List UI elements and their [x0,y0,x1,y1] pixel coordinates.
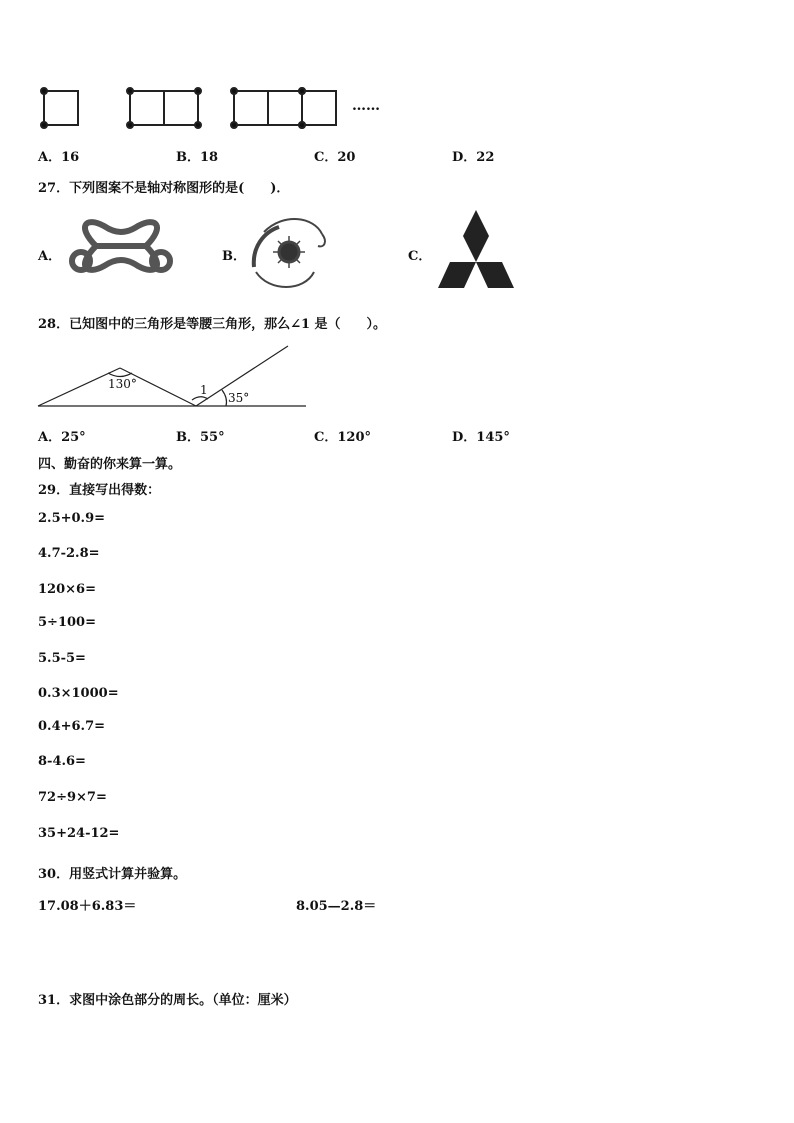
q26-option-a[interactable]: A．16 [38,150,80,165]
q27-option-b[interactable]: B． [222,249,246,264]
calc-item: 2.5+0.9= [38,511,106,526]
match-head [231,122,237,128]
calc-item: 8-4.6= [38,754,86,769]
q28-option-d[interactable]: D．145° [452,430,510,445]
q31-stem: 31．求图中涂色部分的周长。（单位：厘米） [38,993,297,1008]
q28-option-c[interactable]: C．120° [314,430,371,445]
match-head [41,88,47,94]
calc-item: 0.3×1000= [38,686,119,701]
sun-swirl-image [244,212,334,292]
angle-35-label: 35° [228,391,250,405]
matchstick-squares-figure [0,0,794,140]
calc-item: 5.5-5= [38,651,86,666]
match-head [41,122,47,128]
q27-stem: 27．下列图案不是轴对称图形的是( )． [38,181,290,196]
pattern-ellipsis: …… [352,98,380,114]
angle-1-label: 1 [200,383,208,397]
match-head [195,122,201,128]
calc-item: 5÷100= [38,615,96,630]
knot-pattern-image [66,216,176,276]
q26-option-c[interactable]: C．20 [314,150,356,165]
q27-option-c[interactable]: C． [408,249,432,264]
matchstick-square [302,91,336,125]
calc-item: 72÷9×7= [38,790,107,805]
vertical-calc-item: 8.05—2.8＝ [296,899,377,914]
q28-stem: 28．已知图中的三角形是等腰三角形，那么∠1 是（ ）。 [38,317,387,332]
three-diamond-logo-image [438,210,514,290]
calc-item: 35+24-12= [38,826,120,841]
matchstick-square [44,91,78,125]
match-head [231,88,237,94]
match-head [299,88,305,94]
q26-option-d[interactable]: D．22 [452,150,495,165]
match-head [195,88,201,94]
matchstick-square [130,91,164,125]
calc-item: 4.7-2.8= [38,546,100,561]
q28-option-b[interactable]: B．55° [176,430,225,445]
q29-stem: 29．直接写出得数： [38,483,161,498]
calc-item: 0.4+6.7= [38,719,106,734]
match-head [299,122,305,128]
q28-option-a[interactable]: A．25° [38,430,86,445]
match-head [127,122,133,128]
matchstick-square [268,91,302,125]
section-4-title: 四、勤奋的你来算一算。 [38,457,182,472]
vertical-calc-item: 17.08＋6.83＝ [38,899,137,914]
q27-option-a[interactable]: A． [38,249,62,264]
matchstick-square [164,91,198,125]
apex-angle-label: 130° [108,377,137,391]
match-head [127,88,133,94]
q26-option-b[interactable]: B．18 [176,150,219,165]
q30-stem: 30．用竖式计算并验算。 [38,867,187,882]
calc-item: 120×6= [38,582,96,597]
matchstick-square [234,91,268,125]
